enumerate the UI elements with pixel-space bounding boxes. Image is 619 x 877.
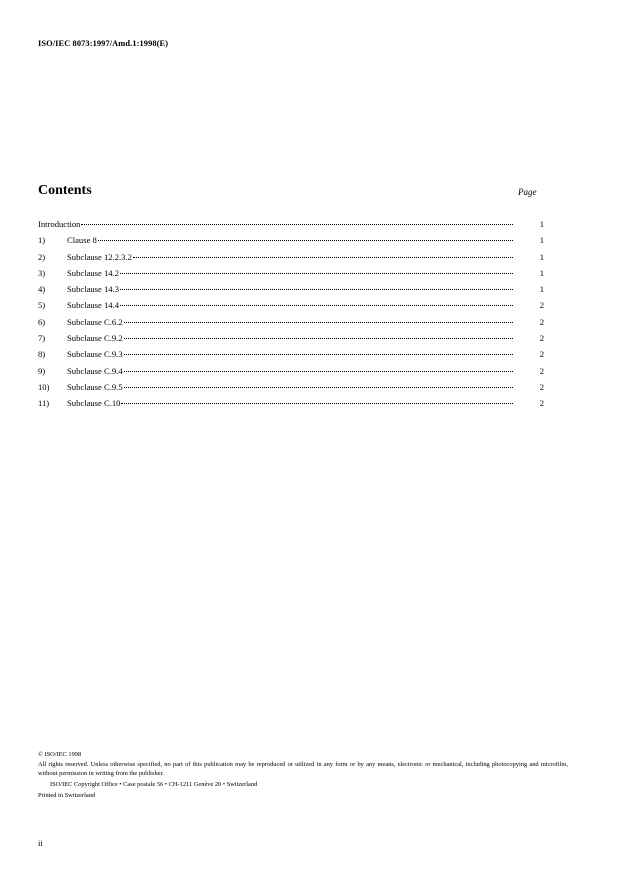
toc-page-number: 2: [539, 300, 544, 311]
toc-label: Subclause C.9.4: [67, 365, 123, 376]
toc-row[interactable]: [38, 379, 544, 395]
toc-label: Subclause 12.2.3.2: [67, 251, 132, 262]
document-id-header: ISO/IEC 8073:1997/Amd.1:1998(E): [38, 39, 169, 48]
toc-item-number: 1): [38, 235, 46, 246]
copyright-footer: [38, 751, 568, 800]
toc-item-number: 5): [38, 300, 46, 311]
toc-page-number: 1: [539, 267, 544, 278]
toc-page-number: 1: [539, 251, 544, 262]
toc-row[interactable]: [38, 297, 544, 313]
table-of-contents: [38, 216, 544, 412]
toc-dot-leader: [81, 224, 513, 225]
toc-page-number: 1: [539, 219, 544, 229]
toc-row[interactable]: [38, 232, 544, 248]
toc-page-number: 2: [539, 316, 544, 327]
toc-item-number: 4): [38, 284, 46, 295]
toc-row[interactable]: [38, 216, 544, 232]
toc-page-number: 2: [539, 349, 544, 360]
toc-row[interactable]: [38, 330, 544, 346]
toc-row[interactable]: [38, 314, 544, 330]
printed-in-statement: Printed in Switzerland: [38, 792, 96, 800]
toc-page-number: 1: [539, 284, 544, 295]
toc-item-number: 11): [38, 398, 50, 409]
toc-dot-leader: [124, 338, 513, 339]
toc-item-number: 7): [38, 333, 46, 344]
toc-row[interactable]: [38, 363, 544, 379]
toc-dot-leader: [120, 289, 513, 290]
toc-dot-leader: [124, 322, 513, 323]
toc-label: Subclause C.10: [67, 398, 121, 409]
toc-row[interactable]: [38, 346, 544, 362]
toc-label: Subclause C.6.2: [67, 316, 123, 327]
toc-dot-leader: [120, 305, 513, 306]
toc-row[interactable]: [38, 265, 544, 281]
toc-dot-leader: [124, 371, 513, 372]
toc-dot-leader: [133, 257, 513, 258]
page-column-label: Page: [518, 187, 537, 197]
toc-dot-leader: [120, 273, 513, 274]
toc-label: Subclause 14.3: [67, 284, 120, 295]
toc-item-number: 9): [38, 365, 46, 376]
contents-title: Contents: [38, 183, 92, 198]
toc-dot-leader: [124, 387, 513, 388]
toc-row[interactable]: [38, 281, 544, 297]
toc-page-number: 2: [539, 398, 544, 409]
toc-item-number: 3): [38, 267, 46, 278]
toc-item-number: 8): [38, 349, 46, 360]
toc-dot-leader: [121, 403, 513, 404]
rights-statement: All rights reserved. Unless otherwise specified, no part of this publication may be reproduced or utilized in any form or by any means, electronic or mechanical, including photocopying and microfilm, without permission in writing from the publisher.: [38, 761, 568, 777]
toc-label: Clause 8: [67, 235, 97, 246]
toc-label: Subclause C.9.5: [67, 381, 123, 392]
toc-item-number: 10): [38, 381, 50, 392]
toc-row[interactable]: [38, 249, 544, 265]
toc-page-number: 1: [539, 235, 544, 246]
toc-dot-leader: [98, 240, 513, 241]
toc-label: Subclause 14.2: [67, 267, 120, 278]
copyright-office-address: ISO/IEC Copyright Office • Case postale 56 • CH-1211 Genève 20 • Switzerland: [50, 780, 258, 788]
copyright-notice: © ISO/IEC 1998: [38, 751, 82, 758]
toc-label: Subclause C.9.2: [67, 333, 123, 344]
toc-label: Introduction: [38, 219, 81, 229]
toc-page-number: 2: [539, 365, 544, 376]
toc-dot-leader: [124, 354, 513, 355]
toc-label: Subclause 14.4: [67, 300, 120, 311]
toc-label: Subclause C.9.3: [67, 349, 123, 360]
toc-page-number: 2: [539, 333, 544, 344]
toc-row[interactable]: [38, 395, 544, 411]
toc-item-number: 2): [38, 251, 46, 262]
toc-page-number: 2: [539, 381, 544, 392]
page-number: ii: [38, 838, 43, 848]
toc-item-number: 6): [38, 316, 46, 327]
